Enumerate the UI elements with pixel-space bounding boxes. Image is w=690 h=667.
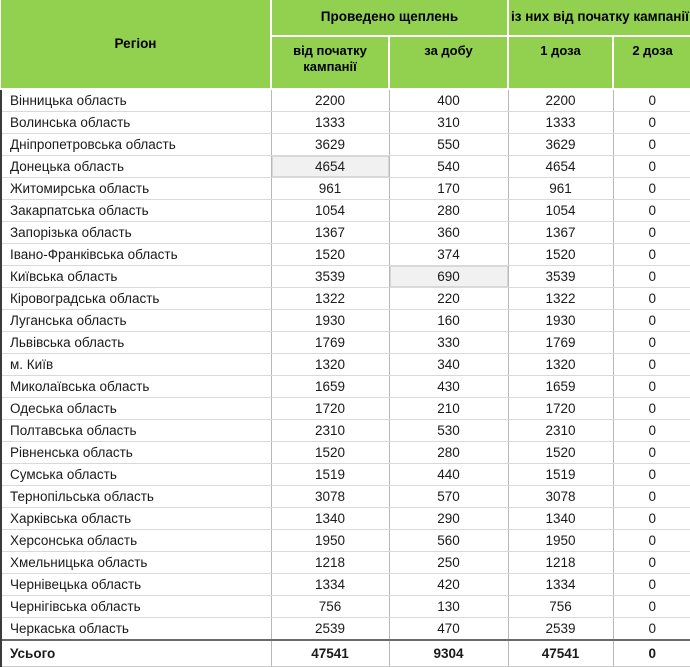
value-cell: 540 (389, 156, 508, 178)
value-cell: 3629 (508, 134, 613, 156)
table-row (1, 442, 690, 464)
region-name-cell: Житомирська область (1, 178, 271, 200)
value-cell: 1659 (508, 376, 613, 398)
table-row (1, 508, 690, 530)
table-row (1, 310, 690, 332)
value-cell: 2310 (508, 420, 613, 442)
table-row (1, 596, 690, 618)
region-name-cell: Чернівецька область (1, 574, 271, 596)
region-name-cell: Волинська область (1, 112, 271, 134)
table-row (1, 288, 690, 310)
table-row (1, 266, 690, 288)
region-name-cell: Київська область (1, 266, 271, 288)
value-cell: 0 (613, 200, 690, 222)
value-cell: 0 (613, 552, 690, 574)
value-cell: 3078 (508, 486, 613, 508)
table-row (1, 618, 690, 641)
value-cell: 1054 (271, 200, 389, 222)
value-cell: 756 (271, 596, 389, 618)
value-cell: 961 (271, 178, 389, 200)
value-cell: 1054 (508, 200, 613, 222)
value-cell: 290 (389, 508, 508, 530)
value-cell: 0 (613, 112, 690, 134)
value-cell: 3629 (271, 134, 389, 156)
value-cell: 0 (613, 354, 690, 376)
table-row (1, 464, 690, 486)
region-name-cell: Хмельницька область (1, 552, 271, 574)
value-cell: 1320 (508, 354, 613, 376)
value-cell: 330 (389, 332, 508, 354)
value-cell: 4654 (508, 156, 613, 178)
value-cell: 47541 (271, 640, 389, 667)
total-row (1, 640, 690, 667)
value-cell: 1340 (508, 508, 613, 530)
value-cell: 0 (613, 376, 690, 398)
value-cell: 1520 (508, 244, 613, 266)
value-cell: 310 (389, 112, 508, 134)
region-name-cell: Львівська область (1, 332, 271, 354)
value-cell: 1218 (271, 552, 389, 574)
value-cell: 1367 (508, 222, 613, 244)
value-cell: 360 (389, 222, 508, 244)
value-cell: 1720 (271, 398, 389, 420)
header-region: Регіон (1, 0, 271, 89)
value-cell: 1520 (271, 244, 389, 266)
region-name-cell: Дніпропетровська область (1, 134, 271, 156)
region-name-cell: Кіровоградська область (1, 288, 271, 310)
value-cell: 160 (389, 310, 508, 332)
value-cell: 0 (613, 288, 690, 310)
value-cell: 1333 (271, 112, 389, 134)
value-cell: 0 (613, 486, 690, 508)
value-cell: 3078 (271, 486, 389, 508)
table-row (1, 530, 690, 552)
region-name-cell: Івано-Франківська область (1, 244, 271, 266)
value-cell: 1769 (508, 332, 613, 354)
table-row (1, 89, 690, 112)
value-cell: 170 (389, 178, 508, 200)
header-group-vaccinations: Проведено щеплень (271, 0, 508, 36)
value-cell: 0 (613, 89, 690, 112)
value-cell: 1333 (508, 112, 613, 134)
region-name-cell: Черкаська область (1, 618, 271, 641)
region-name-cell: Тернопільська область (1, 486, 271, 508)
region-name-cell: Харківська область (1, 508, 271, 530)
value-cell: 1950 (508, 530, 613, 552)
table-row (1, 178, 690, 200)
value-cell: 3539 (271, 266, 389, 288)
value-cell: 2200 (271, 89, 389, 112)
value-cell: 220 (389, 288, 508, 310)
region-name-cell: Рівненська область (1, 442, 271, 464)
value-cell: 1720 (508, 398, 613, 420)
value-cell: 0 (613, 464, 690, 486)
table-body (1, 89, 690, 667)
table-row (1, 574, 690, 596)
value-cell: 0 (613, 574, 690, 596)
table-row (1, 156, 690, 178)
table-header (1, 0, 690, 89)
value-cell: 9304 (389, 640, 508, 667)
value-cell: 0 (613, 222, 690, 244)
value-cell: 0 (613, 134, 690, 156)
value-cell: 1520 (508, 442, 613, 464)
value-cell: 1320 (271, 354, 389, 376)
value-cell: 2539 (508, 618, 613, 641)
value-cell: 3539 (508, 266, 613, 288)
header-col-dose2: 2 доза (613, 36, 690, 89)
table-row (1, 244, 690, 266)
value-cell: 1930 (508, 310, 613, 332)
value-cell: 0 (613, 508, 690, 530)
value-cell: 374 (389, 244, 508, 266)
value-cell: 1769 (271, 332, 389, 354)
table-row (1, 222, 690, 244)
value-cell: 470 (389, 618, 508, 641)
value-cell: 1367 (271, 222, 389, 244)
region-name-cell: Одеська область (1, 398, 271, 420)
table-row (1, 552, 690, 574)
value-cell: 0 (613, 244, 690, 266)
value-cell: 47541 (508, 640, 613, 667)
value-cell: 961 (508, 178, 613, 200)
header-group-since-start: із них від початку кампанії (508, 0, 690, 36)
region-name-cell: Луганська область (1, 310, 271, 332)
region-name-cell: Запорізька область (1, 222, 271, 244)
region-name-cell: Донецька область (1, 156, 271, 178)
value-cell: 280 (389, 442, 508, 464)
total-label-cell: Усього (1, 640, 271, 667)
region-name-cell: Сумська область (1, 464, 271, 486)
value-cell: 0 (613, 618, 690, 641)
value-cell: 130 (389, 596, 508, 618)
table-row (1, 486, 690, 508)
value-cell: 0 (613, 156, 690, 178)
table-row (1, 376, 690, 398)
table-row (1, 332, 690, 354)
value-cell: 0 (613, 178, 690, 200)
value-cell: 2539 (271, 618, 389, 641)
region-name-cell: Закарпатська область (1, 200, 271, 222)
value-cell: 0 (613, 420, 690, 442)
table-row (1, 134, 690, 156)
value-cell: 1659 (271, 376, 389, 398)
value-cell: 0 (613, 398, 690, 420)
value-cell: 0 (613, 310, 690, 332)
value-cell: 1334 (271, 574, 389, 596)
value-cell: 1930 (271, 310, 389, 332)
value-cell: 210 (389, 398, 508, 420)
value-cell: 440 (389, 464, 508, 486)
region-name-cell: Миколаївська область (1, 376, 271, 398)
value-cell: 280 (389, 200, 508, 222)
value-cell: 530 (389, 420, 508, 442)
value-cell: 570 (389, 486, 508, 508)
value-cell: 0 (613, 442, 690, 464)
header-row-groups (1, 0, 690, 36)
value-cell: 1519 (271, 464, 389, 486)
value-cell: 560 (389, 530, 508, 552)
value-cell: 1340 (271, 508, 389, 530)
header-col-since-start: від початку кампанії (271, 36, 389, 89)
value-cell: 4654 (271, 156, 389, 178)
value-cell: 1322 (271, 288, 389, 310)
value-cell: 0 (613, 596, 690, 618)
header-col-per-day: за добу (389, 36, 508, 89)
value-cell: 756 (508, 596, 613, 618)
value-cell: 420 (389, 574, 508, 596)
value-cell: 1520 (271, 442, 389, 464)
value-cell: 2200 (508, 89, 613, 112)
value-cell: 550 (389, 134, 508, 156)
region-name-cell: м. Київ (1, 354, 271, 376)
value-cell: 340 (389, 354, 508, 376)
table-row (1, 420, 690, 442)
value-cell: 1519 (508, 464, 613, 486)
value-cell: 1322 (508, 288, 613, 310)
value-cell: 400 (389, 89, 508, 112)
header-col-dose1: 1 доза (508, 36, 613, 89)
table-row (1, 354, 690, 376)
region-name-cell: Чернігівська область (1, 596, 271, 618)
value-cell: 1950 (271, 530, 389, 552)
value-cell: 0 (613, 332, 690, 354)
value-cell: 0 (613, 266, 690, 288)
table-row (1, 112, 690, 134)
region-name-cell: Полтавська область (1, 420, 271, 442)
value-cell: 430 (389, 376, 508, 398)
table-row (1, 398, 690, 420)
value-cell: 690 (389, 266, 508, 288)
value-cell: 250 (389, 552, 508, 574)
value-cell: 1334 (508, 574, 613, 596)
region-name-cell: Херсонська область (1, 530, 271, 552)
value-cell: 0 (613, 530, 690, 552)
region-name-cell: Вінницька область (1, 89, 271, 112)
value-cell: 2310 (271, 420, 389, 442)
table-row (1, 200, 690, 222)
value-cell: 0 (613, 640, 690, 667)
value-cell: 1218 (508, 552, 613, 574)
